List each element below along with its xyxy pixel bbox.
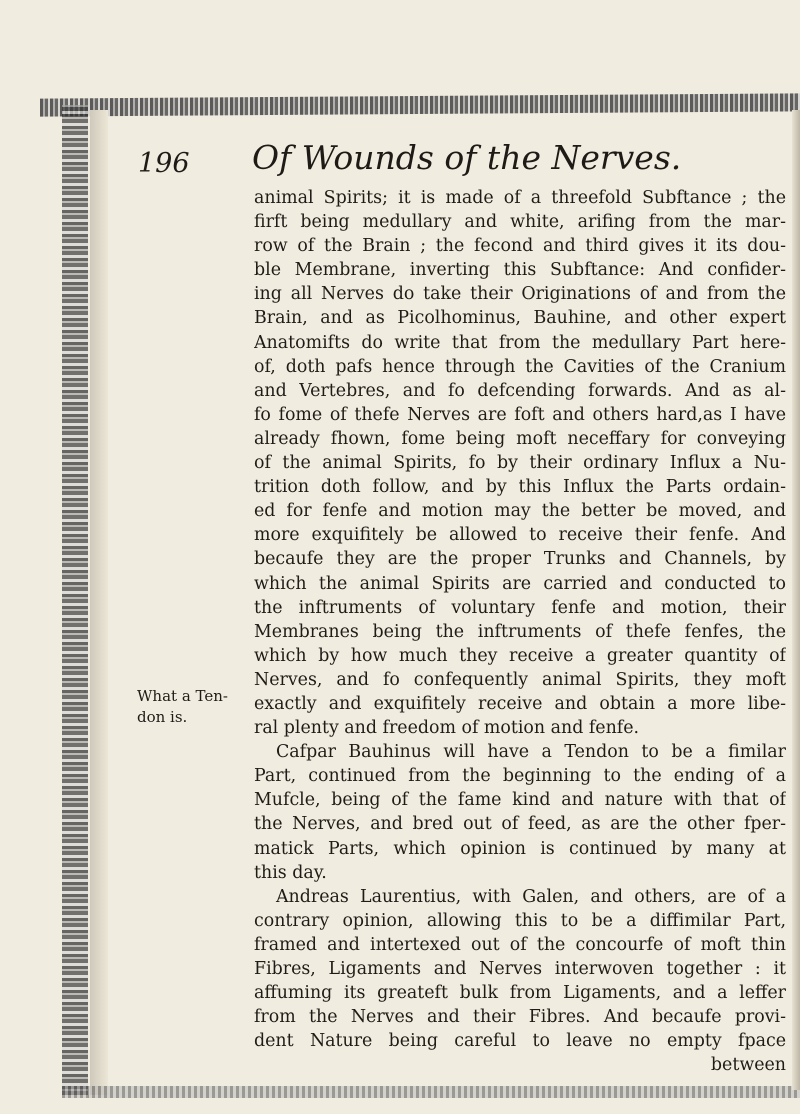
text-line: Andreas Laurentius, with Galen, and others, are of a (276, 886, 786, 907)
text-line: Cafpar Bauhinus will have a Tendon to be a fimilar (276, 742, 786, 763)
text-line: Membranes being the inftruments of thefe fenfes, the (254, 621, 786, 642)
text-line: between (710, 1055, 786, 1076)
text-line: which the animal Spirits are carried and conducted to (254, 573, 786, 594)
marbled-bottom-edge (62, 1086, 800, 1098)
text-line: the Nerves, and bred out of feed, as are the other fper- (254, 814, 786, 835)
text-line: ral plenty and freedom of motion and fenfe. (254, 718, 640, 739)
text-line: of the animal Spirits, fo by their ordinary Influx a Nu- (254, 453, 786, 474)
text-line: affuming its greateft bulk from Ligaments, and a leffer (254, 983, 786, 1004)
text-line: and Vertebres, and fo defcending forwards. And as al- (254, 380, 786, 401)
text-line: ing all Nerves do take their Originations of and from the (254, 284, 786, 305)
text-line: Nerves, and fo confequently animal Spirits, they moft (254, 669, 786, 690)
text-line: row of the Brain ; the fecond and third gives it its dou- (254, 236, 786, 257)
text-line: of, doth pafs hence through the Cavities of the Cranium (254, 356, 786, 377)
text-line: already fhown, fome being moft neceffary for conveying (254, 428, 786, 449)
page-right-edge (792, 110, 800, 1090)
text-line: ble Membrane, inverting this Subftance: And confider- (254, 260, 786, 281)
text-line: the inftruments of voluntary fenfe and motion, their (254, 597, 786, 618)
text-line: contrary opinion, allowing this to be a diffimilar Part, (254, 910, 786, 931)
text-line: Anatomifts do write that from the medullary Part here- (254, 332, 786, 353)
text-line: Brain, and as Picolhominus, Bauhine, and other expert (254, 308, 786, 329)
text-line: matick Parts, which opinion is continued by many at (254, 838, 786, 859)
text-line: animal Spirits; it is made of a threefold Subftance ; the (254, 188, 786, 208)
text-line: fo fome of thefe Nerves are foft and others hard,as I have (254, 404, 786, 425)
margin-note-line: don is. (137, 708, 188, 726)
text-line: ed for fenfe and motion may the better be moved, and (254, 501, 786, 522)
text-line: from the Nerves and their Fibres. And becaufe provi- (254, 1007, 786, 1028)
text-line: Part, continued from the beginning to the ending of a (254, 766, 786, 787)
text-line: becaufe they are the proper Trunks and Channels, by (254, 549, 786, 570)
text-line: more exquifitely be allowed to receive their fenfe. And (254, 525, 786, 546)
text-line: Mufcle, being of the fame kind and nature with that of (254, 790, 786, 811)
text-line: exactly and exquifitely receive and obtain a more libe- (254, 693, 786, 714)
body-text (254, 186, 786, 1077)
text-line: which by how much they receive a greater quantity of (254, 645, 786, 666)
page-number: 196 (138, 148, 190, 179)
running-head: Of Wounds of the Nerves. (252, 138, 682, 177)
text-line: this day. (254, 862, 327, 883)
text-line: Fibres, Ligaments and Nerves interwoven together : it (254, 959, 786, 979)
text-line: framed and intertexed out of the concourfe of moft thin (254, 934, 786, 955)
margin-note-line: What a Ten- (137, 687, 228, 705)
marbled-left-edge (62, 105, 88, 1095)
marbled-top-edge (40, 93, 800, 116)
text-line: dent Nature being careful to leave no empty fpace (254, 1031, 786, 1052)
text-line: trition doth follow, and by this Influx the Parts ordain- (254, 477, 786, 498)
margin-note (137, 686, 247, 728)
page-gutter (90, 110, 108, 1095)
text-line: firft being medullary and white, arifing from the mar- (254, 212, 786, 233)
